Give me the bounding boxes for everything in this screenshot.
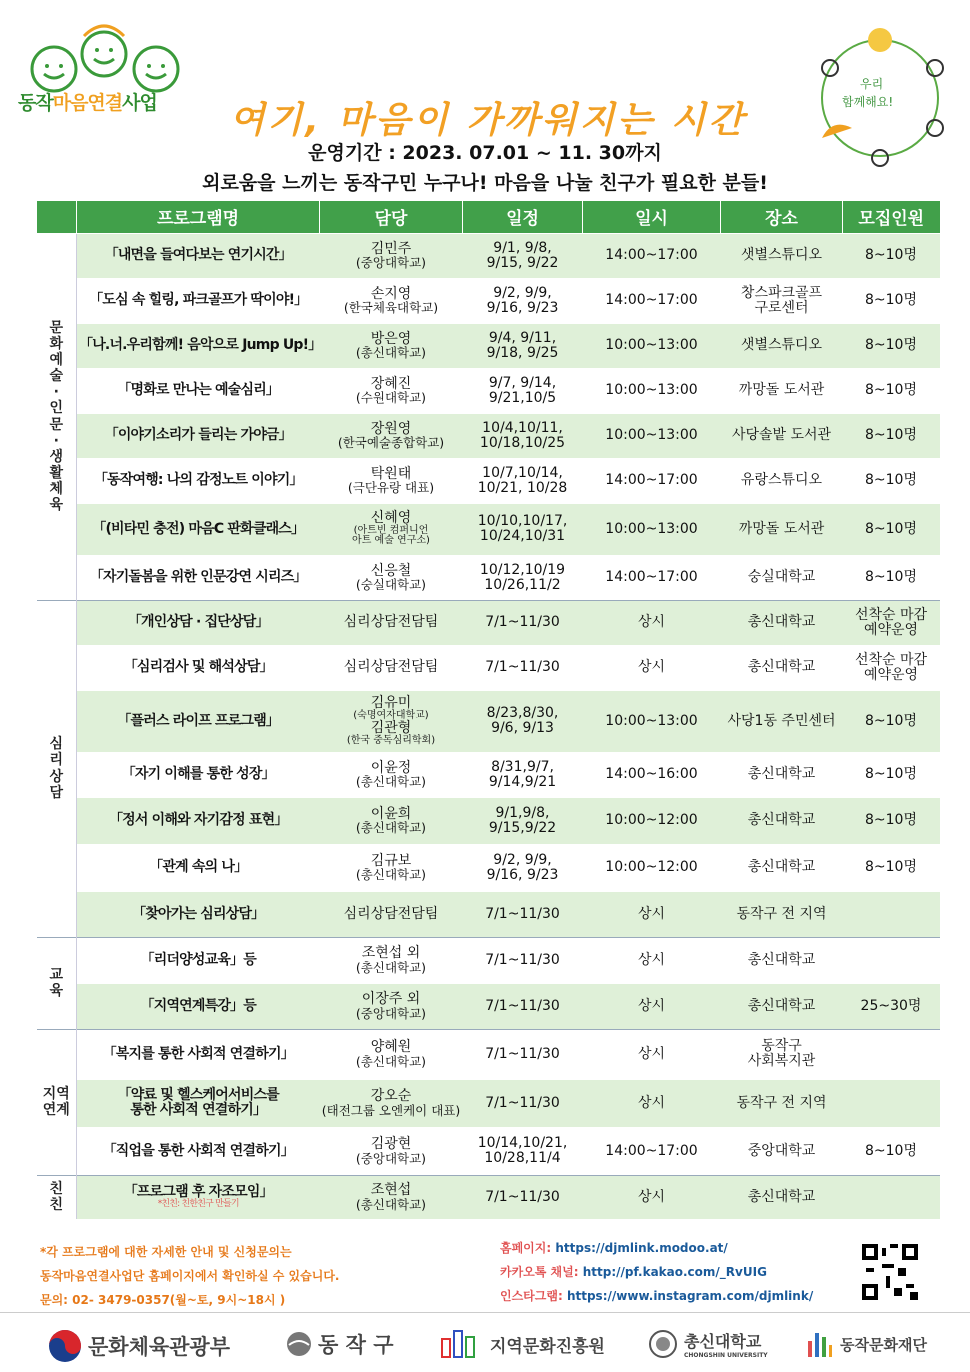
place: 동작구 전 지역: [721, 891, 843, 937]
capacity: 8~10명: [843, 844, 940, 891]
manager: 조현섭 (총신대학교): [320, 1175, 463, 1219]
place: 총신대학교: [721, 983, 843, 1029]
schedule: 10/4,10/11, 10/18,10/25: [463, 413, 583, 458]
program-name: 「정서 이해와 자기감정 표현」: [77, 797, 320, 844]
logo-regional-culture: 지역문화진흥원: [440, 1329, 605, 1359]
capacity: 8~10명: [843, 278, 940, 323]
table-row: [37, 278, 940, 323]
foundation-bars-icon: [806, 1329, 834, 1359]
place: 까망돌 도서관: [721, 503, 843, 555]
manager: 심리상담전담팀: [320, 600, 463, 645]
header-program: 프로그램명: [77, 201, 320, 233]
place: 숭실대학교: [721, 555, 843, 600]
category-edu: 교육: [37, 937, 77, 1029]
logo-text: 동작마음연결사업: [18, 92, 157, 114]
table-row: [37, 983, 940, 1029]
time: 상시: [583, 1029, 721, 1079]
header-place: 장소: [721, 201, 843, 233]
page-title: 여기, 마음이 가까워지는 시간: [229, 100, 747, 141]
capacity: 8~10명: [843, 368, 940, 413]
schedule: 7/1~11/30: [463, 891, 583, 937]
place: 총신대학교: [721, 752, 843, 797]
place: 샛별스튜디오: [721, 233, 843, 278]
program-name: 「플러스 라이프 프로그램」: [77, 690, 320, 752]
manager: 양혜원 (총신대학교): [320, 1029, 463, 1079]
capacity: 8~10명: [843, 690, 940, 752]
program-name: 「내면을 들여다보는 연기시간」: [77, 233, 320, 278]
place: 총신대학교: [721, 937, 843, 983]
schedule: 9/2, 9/9, 9/16, 9/23: [463, 844, 583, 891]
schedule: 9/1, 9/8, 9/15, 9/22: [463, 233, 583, 278]
time: 상시: [583, 983, 721, 1029]
deco-text-1: 우리: [860, 77, 884, 91]
capacity: 8~10명: [843, 555, 940, 600]
time: 14:00~17:00: [583, 278, 721, 323]
manager: 강오순 (태전그룹 오엔케이 대표): [320, 1079, 463, 1127]
time: 10:00~13:00: [583, 323, 721, 368]
header-manager: 담당: [320, 201, 463, 233]
schedule: 9/4, 9/11, 9/18, 9/25: [463, 323, 583, 368]
schedule: 8/31,9/7, 9/14,9/21: [463, 752, 583, 797]
schedule: 9/1,9/8, 9/15,9/22: [463, 797, 583, 844]
schedule: 10/7,10/14, 10/21, 10/28: [463, 458, 583, 503]
manager: 이장주 외 (중앙대학교): [320, 983, 463, 1029]
university-seal-icon: [648, 1329, 678, 1359]
capacity: 선착순 마감 예약운영: [843, 600, 940, 645]
table-row: [37, 1127, 940, 1175]
regional-culture-icon: [440, 1329, 484, 1359]
table-row: [37, 891, 940, 937]
program-name: 「명화로 만나는 예술심리」: [77, 368, 320, 413]
deco-text-2: 함께해요!: [842, 95, 894, 109]
capacity: 8~10명: [843, 413, 940, 458]
manager: 방은영 (총신대학교): [320, 323, 463, 368]
capacity: [843, 891, 940, 937]
poster-header: [0, 0, 970, 200]
time: 10:00~13:00: [583, 503, 721, 555]
time: 10:00~12:00: [583, 797, 721, 844]
operation-period: 운영기간 : 2023. 07.01 ~ 11. 30까지: [308, 142, 662, 164]
time: 14:00~17:00: [583, 555, 721, 600]
program-name: 「약료 및 헬스케어서비스를 통한 사회적 연결하기」: [77, 1079, 320, 1127]
dongjak-emblem-icon: [286, 1331, 312, 1357]
info-line-1: *각 프로그램에 대한 자세한 안내 및 신청문의는: [40, 1245, 292, 1259]
time: 상시: [583, 1079, 721, 1127]
table-row: [37, 413, 940, 458]
place: 총신대학교: [721, 844, 843, 891]
time: 상시: [583, 1175, 721, 1219]
capacity: [843, 1029, 940, 1079]
place: 동작구 전 지역: [721, 1079, 843, 1127]
category-friend: 친친: [37, 1175, 77, 1219]
program-name: 「(비타민 충전) 마음C 판화클래스」: [77, 503, 320, 555]
capacity: 8~10명: [843, 458, 940, 503]
place: 까망돌 도서관: [721, 368, 843, 413]
table-row: [37, 797, 940, 844]
sponsor-footer: [0, 1312, 970, 1372]
program-name: 「프로그램 후 자조모임」 *친친: 친한친구 만들기: [77, 1175, 320, 1219]
capacity: 8~10명: [843, 752, 940, 797]
manager: 장원영 (한국예술종합학교): [320, 413, 463, 458]
table-row: [37, 233, 940, 278]
tagline: 외로움을 느끼는 동작구민 누구나! 마음을 나눌 친구가 필요한 분들!: [202, 172, 768, 194]
header-capacity: 모집인원: [843, 201, 940, 233]
capacity: 25~30명: [843, 983, 940, 1029]
table-row: [37, 368, 940, 413]
manager: 심리상담전담팀: [320, 891, 463, 937]
contact-links: 홈페이지: https://djmlink.modoo.at/ 카카오톡 채널: http://pf.kakao.com/_RvUIG 인스타그램: https://www.instagram.com/djmlink/: [500, 1241, 814, 1303]
schedule: 10/10,10/17, 10/24,10/31: [463, 503, 583, 555]
time: 10:00~12:00: [583, 844, 721, 891]
table-row: [37, 937, 940, 983]
schedule: 9/2, 9/9, 9/16, 9/23: [463, 278, 583, 323]
schedule: 7/1~11/30: [463, 645, 583, 690]
manager: 이윤정 (총신대학교): [320, 752, 463, 797]
header-category: [37, 201, 77, 233]
qr-code-icon[interactable]: [862, 1244, 918, 1300]
header-schedule: 일정: [463, 201, 583, 233]
time: 10:00~13:00: [583, 690, 721, 752]
place: 동작구 사회복지관: [721, 1029, 843, 1079]
table-row: [37, 503, 940, 555]
homepage-link[interactable]: https://djmlink.modoo.at/: [555, 1241, 728, 1255]
program-name: 「직업을 통한 사회적 연결하기」: [77, 1127, 320, 1175]
program-name: 「찾아가는 심리상담」: [77, 891, 320, 937]
header-time: 일시: [583, 201, 721, 233]
program-name: 「자기돌봄을 위한 인문강연 시리즈」: [77, 555, 320, 600]
place: 유랑스튜디오: [721, 458, 843, 503]
time: 14:00~17:00: [583, 1127, 721, 1175]
place: 사당솔밭 도서관: [721, 413, 843, 458]
program-name: 「동작여행: 나의 감정노트 이야기」: [77, 458, 320, 503]
logo-chongshin: 총신대학교 CHONGSHIN UNIVERSITY: [648, 1329, 768, 1359]
table-row: [37, 645, 940, 690]
kakao-link[interactable]: http://pf.kakao.com/_RvUIG: [582, 1265, 767, 1279]
time: 상시: [583, 600, 721, 645]
capacity: [843, 1175, 940, 1219]
capacity: [843, 1079, 940, 1127]
manager: 신혜영 (아트빈 컴퍼니언 아트 예술 연구소): [320, 503, 463, 555]
manager: 김유미 (숙명여자대학교) 김관형 (한국 중독심리학회): [320, 690, 463, 752]
table-row: [37, 844, 940, 891]
table-row: [37, 600, 940, 645]
program-name: 「심리검사 및 해석상담」: [77, 645, 320, 690]
program-name: 「복지를 통한 사회적 연결하기」: [77, 1029, 320, 1079]
inquiry-info: [40, 1240, 339, 1312]
time: 10:00~13:00: [583, 368, 721, 413]
manager: 신응철 (숭실대학교): [320, 555, 463, 600]
info-line-2: 동작마음연결사업단 홈페이지에서 확인하실 수 있습니다.: [40, 1269, 340, 1283]
table-row: [37, 458, 940, 503]
place: 총신대학교: [721, 1175, 843, 1219]
logo-dongjak: 동 작 구: [286, 1329, 393, 1359]
schedule: 7/1~11/30: [463, 937, 583, 983]
capacity: 선착순 마감 예약운영: [843, 645, 940, 690]
taegeuk-icon: [48, 1329, 82, 1363]
schedule: 7/1~11/30: [463, 600, 583, 645]
logo-culture-foundation: 동작문화재단: [806, 1329, 927, 1359]
capacity: 8~10명: [843, 503, 940, 555]
schedule: 7/1~11/30: [463, 1079, 583, 1127]
table-row: [37, 1029, 940, 1079]
place: 총신대학교: [721, 797, 843, 844]
place: 총신대학교: [721, 645, 843, 690]
time: 10:00~13:00: [583, 413, 721, 458]
place: 샛별스튜디오: [721, 323, 843, 368]
manager: 김민주 (중앙대학교): [320, 233, 463, 278]
manager: 김광현 (중앙대학교): [320, 1127, 463, 1175]
category-culture: 문화예술·인문·생활체육: [37, 233, 77, 600]
logo-ministry: 문화체육관광부: [48, 1329, 230, 1363]
table-row: [37, 1175, 940, 1219]
manager: 김규보 (총신대학교): [320, 844, 463, 891]
schedule: 7/1~11/30: [463, 1029, 583, 1079]
time: 상시: [583, 937, 721, 983]
schedule: 8/23,8/30, 9/6, 9/13: [463, 690, 583, 752]
program-name: 「리더양성교육」등: [77, 937, 320, 983]
capacity: [843, 937, 940, 983]
place: 창스파크골프 구로센터: [721, 278, 843, 323]
table-row: [37, 1079, 940, 1127]
manager: 탁원태 (극단유랑 대표): [320, 458, 463, 503]
schedule: 9/7, 9/14, 9/21,10/5: [463, 368, 583, 413]
manager: 심리상담전담팀: [320, 645, 463, 690]
program-table: [36, 201, 940, 1219]
table-row: [37, 323, 940, 368]
category-counsel: 심리상담: [37, 600, 77, 937]
program-name: 「관계 속의 나」: [77, 844, 320, 891]
capacity: 8~10명: [843, 323, 940, 368]
manager: 장혜진 (수원대학교): [320, 368, 463, 413]
time: 14:00~16:00: [583, 752, 721, 797]
place: 사당1동 주민센터: [721, 690, 843, 752]
manager: 이윤희 (총신대학교): [320, 797, 463, 844]
time: 14:00~17:00: [583, 458, 721, 503]
program-name: 「자기 이해를 통한 성장」: [77, 752, 320, 797]
schedule: 10/14,10/21, 10/28,11/4: [463, 1127, 583, 1175]
instagram-link[interactable]: https://www.instagram.com/djmlink/: [566, 1289, 814, 1303]
program-name: 「이야기소리가 들리는 가야금」: [77, 413, 320, 458]
schedule: 10/12,10/19 10/26,11/2: [463, 555, 583, 600]
capacity: 8~10명: [843, 1127, 940, 1175]
program-name: 「지역연계특강」등: [77, 983, 320, 1029]
info-phone: 문의: 02- 3479-0357(월~토, 9시~18시 ): [40, 1293, 286, 1307]
table-header: [37, 201, 940, 233]
schedule: 7/1~11/30: [463, 983, 583, 1029]
capacity: 8~10명: [843, 797, 940, 844]
table-row: [37, 690, 940, 752]
table-row: [37, 555, 940, 600]
capacity: 8~10명: [843, 233, 940, 278]
place: 중앙대학교: [721, 1127, 843, 1175]
program-name: 「나.너.우리함께! 음악으로 Jump Up!」: [77, 323, 320, 368]
schedule: 7/1~11/30: [463, 1175, 583, 1219]
manager: 손지영 (한국체육대학교): [320, 278, 463, 323]
place: 총신대학교: [721, 600, 843, 645]
table-row: [37, 752, 940, 797]
program-name: 「도심 속 힐링, 파크골프가 딱이야!」: [77, 278, 320, 323]
time: 상시: [583, 891, 721, 937]
manager: 조현섭 외 (총신대학교): [320, 937, 463, 983]
time: 14:00~17:00: [583, 233, 721, 278]
category-region: 지역연계: [37, 1029, 77, 1175]
time: 상시: [583, 645, 721, 690]
program-name: 「개인상담 · 집단상담」: [77, 600, 320, 645]
